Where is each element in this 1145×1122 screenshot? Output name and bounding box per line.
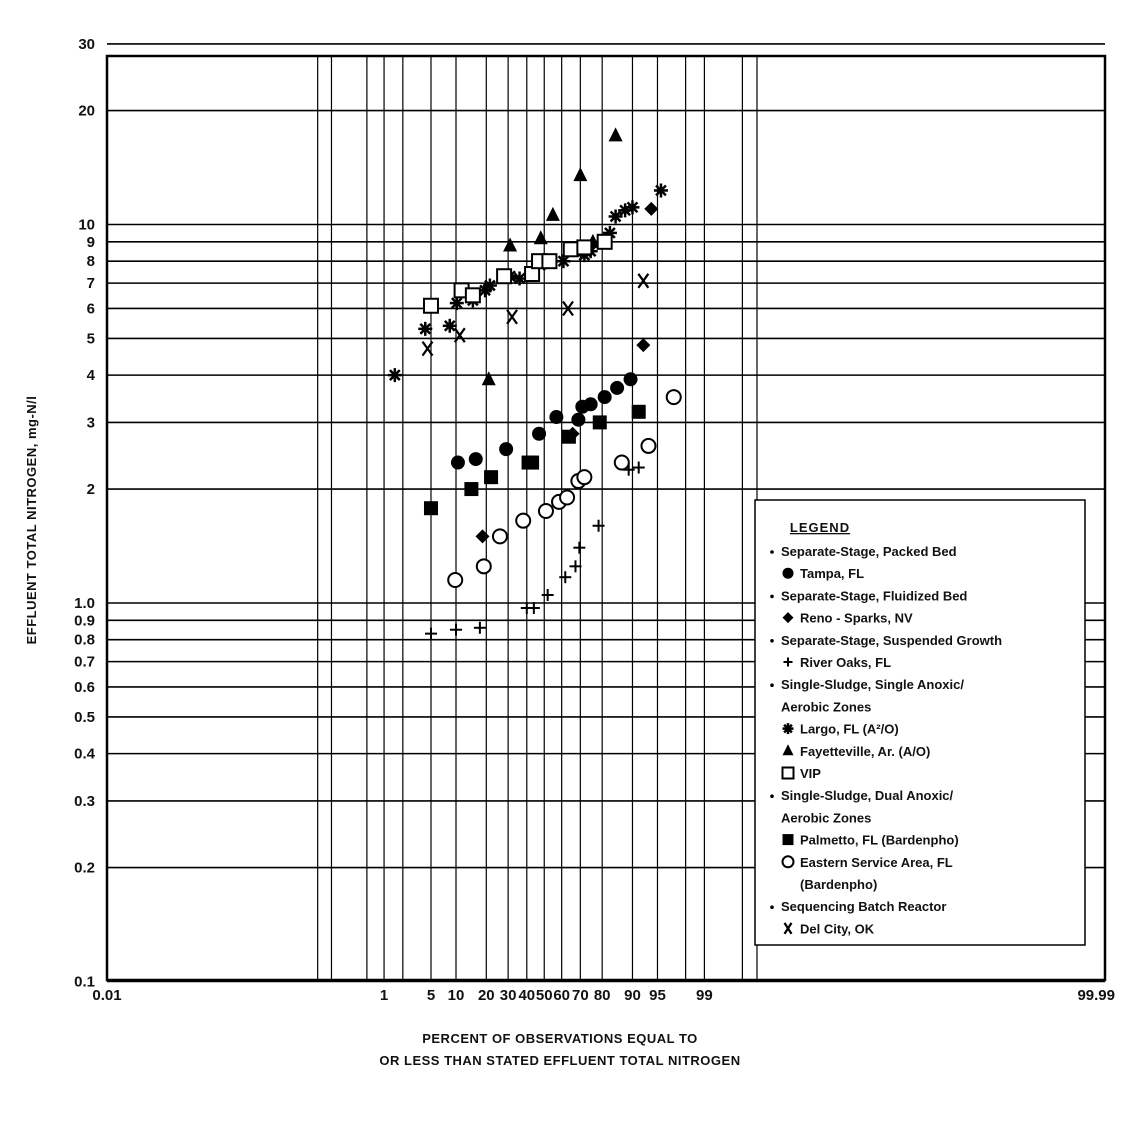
y-tick-label: 0.1 — [74, 973, 95, 991]
x-tick-label: 99 — [696, 987, 713, 1004]
legend-series-label: Eastern Service Area, FL — [800, 854, 953, 870]
data-point-circle-filled — [499, 442, 513, 456]
data-point-square-open — [577, 240, 591, 254]
data-point-square-filled — [464, 482, 478, 496]
data-point-square-open — [564, 242, 578, 256]
x-tick-label: 60 — [553, 987, 571, 1004]
legend-series-label: VIP — [800, 766, 821, 781]
data-point-triangle-filled — [609, 127, 623, 141]
data-point-asterisk — [625, 200, 639, 214]
y-tick-label: 0.5 — [74, 708, 95, 726]
data-point-circle-open — [560, 490, 574, 504]
x-tick-label: 50 — [535, 987, 553, 1004]
data-point-triangle-filled — [503, 238, 517, 252]
legend-marker-circle-open — [783, 856, 794, 867]
x-tick-label: 0.01 — [92, 987, 122, 1004]
y-tick-label: 10 — [78, 216, 95, 234]
y-tick-label: 4 — [86, 367, 95, 385]
legend-bullet — [770, 683, 774, 687]
data-point-circle-filled — [624, 372, 638, 386]
y-tick-label: 20 — [78, 102, 95, 120]
legend-title: LEGEND — [789, 520, 851, 535]
legend-bullet — [770, 639, 774, 643]
data-point-circle-open — [516, 514, 530, 528]
legend-series-label: (Bardenpho) — [800, 877, 878, 892]
legend-bullet — [770, 905, 774, 909]
data-point-plus — [633, 462, 645, 474]
data-point-circle-filled — [571, 413, 585, 427]
legend-series-label: Palmetto, FL (Bardenpho) — [800, 832, 959, 848]
x-tick-label: 40 — [518, 987, 536, 1004]
data-point-circle-filled — [469, 452, 483, 466]
data-point-circle-open — [539, 504, 553, 518]
x-tick-label: 80 — [593, 987, 611, 1004]
data-point-square-filled — [562, 430, 576, 444]
legend-group-label: Separate-Stage, Packed Bed — [781, 544, 957, 559]
data-point-square-filled — [632, 405, 646, 419]
x-tick-label: 95 — [649, 987, 666, 1004]
data-point-asterisk — [388, 368, 402, 382]
data-point-circle-filled — [549, 410, 563, 424]
y-tick-label: 5 — [86, 330, 95, 348]
data-point-triangle-filled — [534, 230, 548, 244]
x-tick-label: 5 — [426, 987, 436, 1004]
legend-series-label: Tampa, FL — [800, 566, 865, 582]
legend-group-label: Separate-Stage, Suspended Growth — [781, 632, 1003, 648]
data-point-square-filled — [424, 501, 438, 515]
data-point-plus — [542, 589, 554, 601]
y-tick-label: 0.2 — [74, 859, 95, 877]
data-point-plus — [474, 622, 486, 634]
y-tick-label: 2 — [86, 481, 95, 499]
y-tick-label: 0.6 — [74, 678, 95, 696]
data-point-square-filled — [593, 415, 607, 429]
y-tick-label: 0.8 — [74, 631, 95, 649]
legend-bullet — [770, 794, 774, 798]
y-tick-label: 0.3 — [74, 792, 95, 810]
data-point-circle-filled — [584, 397, 598, 411]
legend-group-label: Single-Sludge, Dual Anoxic/ — [781, 788, 954, 804]
legend-series-label: Fayetteville, Ar. (A/O) — [800, 743, 931, 759]
data-point-triangle-filled — [573, 167, 587, 181]
y-tick-label: 7 — [86, 275, 95, 293]
data-point-circle-filled — [610, 381, 624, 395]
legend-marker-asterisk — [783, 723, 794, 734]
data-points — [388, 127, 681, 639]
legend-series-label: Largo, FL (A²/O) — [800, 721, 899, 737]
data-point-square-open — [497, 269, 511, 283]
data-point-x — [638, 274, 648, 288]
data-point-square-open — [466, 288, 480, 302]
x-tick-label: 10 — [447, 987, 465, 1004]
data-point-circle-open — [477, 559, 491, 573]
legend-group-label: Aerobic Zones — [781, 810, 872, 826]
data-point-circle-open — [641, 439, 655, 453]
legend-group-label: Aerobic Zones — [781, 699, 872, 715]
data-point-square-open — [424, 299, 438, 313]
data-point-plus — [425, 628, 437, 640]
legend-marker-square-filled — [783, 834, 794, 845]
legend-marker-square-open — [783, 768, 794, 779]
y-tick-label: 0.7 — [74, 653, 95, 671]
data-point-asterisk — [483, 278, 497, 292]
legend-series-label: River Oaks, FL — [800, 655, 892, 670]
data-point-diamond-filled — [644, 202, 658, 216]
legend — [755, 500, 1085, 945]
x-tick-label: 99.99 — [1077, 987, 1115, 1004]
y-tick-label: 0.4 — [74, 745, 95, 763]
data-point-circle-filled — [532, 427, 546, 441]
x-axis-label-line1: PERCENT OF OBSERVATIONS EQUAL TO — [422, 1031, 698, 1046]
y-tick-label: 8 — [86, 253, 95, 271]
data-point-diamond-filled — [636, 338, 650, 352]
y-tick-label: 30 — [78, 35, 95, 53]
data-point-plus — [569, 560, 581, 572]
data-point-square-open — [542, 254, 556, 268]
data-point-plus — [528, 602, 540, 614]
data-point-plus — [559, 571, 571, 583]
y-axis-label: EFFLUENT TOTAL NITROGEN, mg-N/l — [24, 395, 39, 645]
data-point-circle-open — [615, 456, 629, 470]
legend-marker-circle-filled — [783, 568, 794, 579]
data-point-triangle-filled — [482, 371, 496, 385]
x-tick-label: 20 — [477, 987, 495, 1004]
data-point-triangle-filled — [546, 207, 560, 221]
data-point-square-filled — [484, 470, 498, 484]
legend-bullet — [770, 550, 774, 554]
y-tick-label: 9 — [86, 233, 95, 251]
data-point-square-filled — [525, 456, 539, 470]
x-tick-label: 70 — [571, 987, 589, 1004]
y-tick-label: 1.0 — [74, 595, 95, 612]
data-point-square-open — [598, 235, 612, 249]
legend-group-label: Separate-Stage, Fluidized Bed — [781, 588, 968, 604]
legend-bullet — [770, 595, 774, 599]
data-point-circle-filled — [451, 456, 465, 470]
y-tick-label: 3 — [86, 414, 95, 432]
data-point-asterisk — [443, 319, 457, 333]
legend-group-label: Sequencing Batch Reactor — [781, 899, 947, 915]
data-point-diamond-filled — [476, 529, 490, 543]
data-point-asterisk — [418, 322, 432, 336]
x-tick-label: 90 — [624, 987, 641, 1004]
x-axis-label-line2: OR LESS THAN STATED EFFLUENT TOTAL NITROGEN — [379, 1053, 741, 1068]
data-point-circle-open — [577, 470, 591, 484]
data-point-asterisk — [654, 183, 668, 197]
legend-series-label: Del City, OK — [800, 921, 875, 937]
data-point-circle-open — [493, 529, 507, 543]
y-tick-label: 6 — [86, 300, 95, 318]
data-point-circle-open — [448, 573, 462, 587]
y-tick-label: 0.9 — [74, 612, 95, 630]
data-point-plus — [573, 542, 585, 554]
x-tick-label: 30 — [499, 987, 517, 1004]
x-tick-label: 1 — [379, 987, 389, 1004]
legend-series-label: Reno - Sparks, NV — [800, 610, 913, 626]
data-point-circle-open — [667, 390, 681, 404]
legend-group-label: Single-Sludge, Single Anoxic/ — [781, 677, 964, 693]
data-point-circle-filled — [598, 390, 612, 404]
data-point-plus — [450, 624, 462, 636]
